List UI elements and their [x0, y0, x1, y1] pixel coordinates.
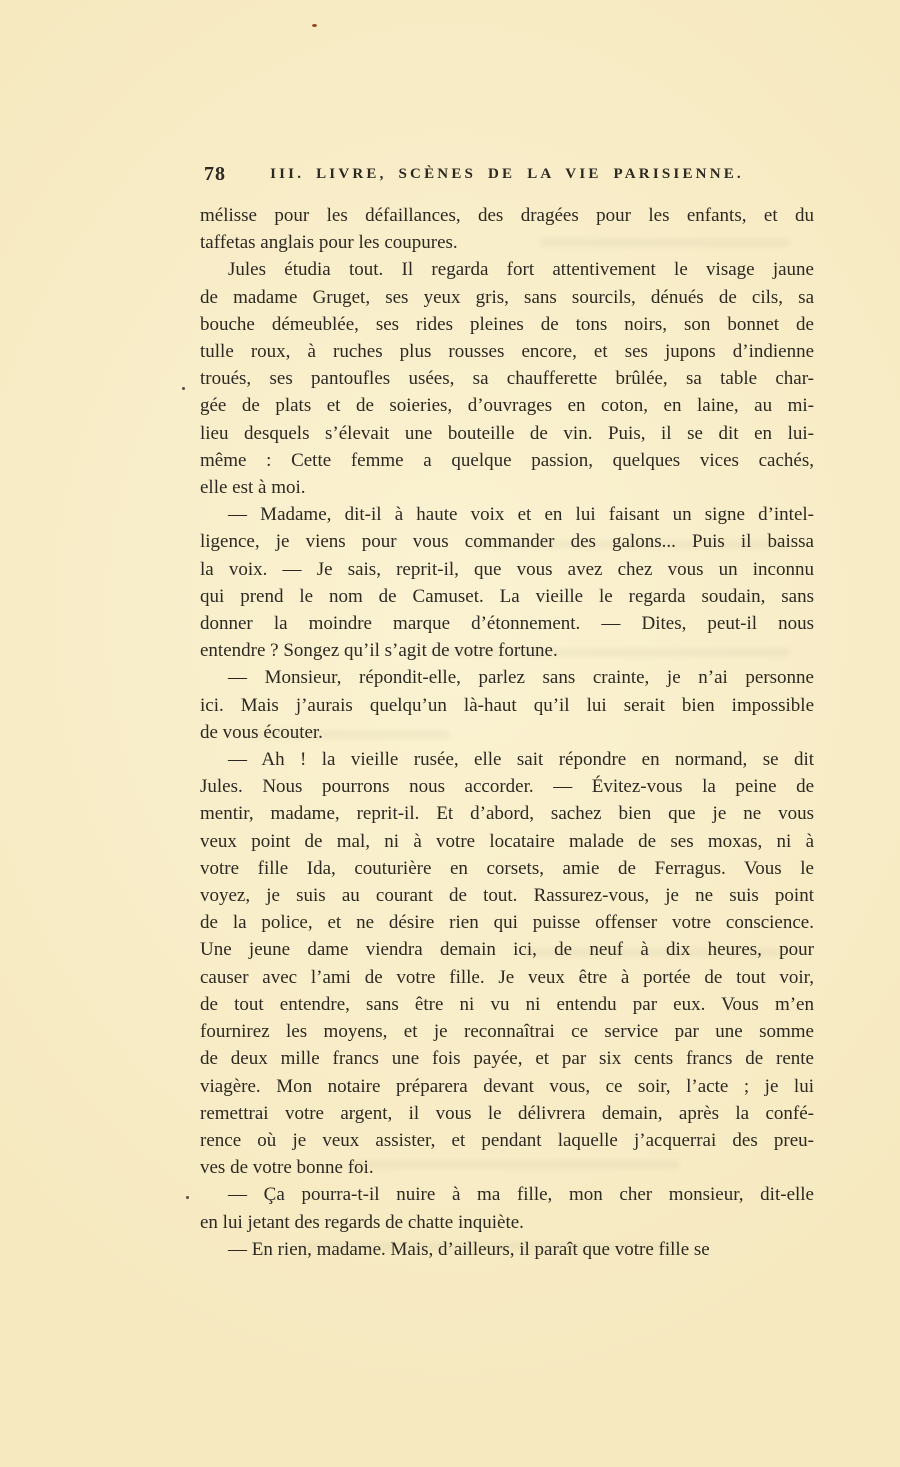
- page-number: 78: [204, 163, 226, 185]
- text-line: rence où je veux assister, et pendant laquelle j’acquerrai des preu-: [200, 1129, 814, 1151]
- running-title: III. LIVRE, SCÈNES DE LA VIE PARISIENNE.: [270, 166, 744, 182]
- text-line: de la police, et ne désire rien qui puisse offenser votre conscience.: [200, 912, 814, 934]
- text-line: de tout entendre, sans être ni vu ni entendu par eux. Vous m’en: [200, 993, 814, 1015]
- text-line: Jules étudia tout. Il regarda fort attentivement le visage jaune: [228, 259, 814, 281]
- text-line: Une jeune dame viendra demain ici, de neuf à dix heures, pour: [200, 939, 814, 961]
- text-line: gée de plats et de soieries, d’ouvrages en coton, en laine, au mi-: [200, 395, 814, 417]
- text-line: viagère. Mon notaire préparera devant vous, ce soir, l’acte ; je lui: [200, 1075, 814, 1097]
- text-line: — Monsieur, répondit-elle, parlez sans crainte, je n’ai personne: [228, 667, 814, 689]
- text-line: — Ça pourra-t-il nuire à ma fille, mon cher monsieur, dit-elle: [228, 1184, 814, 1206]
- text-line: ligence, je viens pour vous commander des galons... Puis il baissa: [200, 531, 814, 553]
- text-line: de deux mille francs une fois payée, et par six cents francs de rente: [200, 1048, 814, 1070]
- text-line: la voix. — Je sais, reprit-il, que vous avez chez vous un inconnu: [200, 558, 814, 580]
- text-line: même : Cette femme a quelque passion, quelques vices cachés,: [200, 449, 814, 471]
- text-line: troués, ses pantoufles usées, sa chaufferette brûlée, sa table char-: [200, 368, 814, 390]
- text-block: [200, 163, 814, 1263]
- text-line: elle est à moi.: [200, 477, 306, 499]
- text-line: donner la moindre marque d’étonnement. — Dites, peut-il nous: [200, 613, 814, 635]
- text-line: fournirez les moyens, et je reconnaîtrai ce service par une somme: [200, 1021, 814, 1043]
- text-line: votre fille Ida, couturière en corsets, amie de Ferragus. Vous le: [200, 857, 814, 879]
- paper-speck: [186, 1196, 189, 1199]
- text-line: mentir, madame, reprit-il. Et d’abord, sachez bien que je ne vous: [200, 803, 814, 825]
- body-text: [200, 202, 814, 1263]
- text-line: qui prend le nom de Camuset. La vieille le regarda soudain, sans: [200, 585, 814, 607]
- text-line: ici. Mais j’aurais quelqu’un là-haut qu’il lui serait bien impossible: [200, 694, 814, 716]
- text-line: voyez, je suis au courant de tout. Rassurez-vous, je ne suis point: [200, 885, 814, 907]
- text-line: veux point de mal, ni à votre locataire malade de ses moxas, ni à: [200, 830, 814, 852]
- text-line: taffetas anglais pour les coupures.: [200, 232, 458, 254]
- text-line: — Ah ! la vieille rusée, elle sait répondre en normand, se dit: [228, 749, 814, 771]
- text-line: tulle roux, à ruches plus rousses encore, et ses jupons d’indienne: [200, 341, 814, 363]
- text-line: de madame Gruget, ses yeux gris, sans sourcils, dénués de cils, sa: [200, 286, 814, 308]
- text-line: bouche démeublée, ses rides pleines de tons noirs, son bonnet de: [200, 313, 814, 335]
- text-line: causer avec l’ami de votre fille. Je veux être à portée de tout voir,: [200, 966, 814, 988]
- text-line: — En rien, madame. Mais, d’ailleurs, il paraît que votre fille se: [228, 1238, 710, 1260]
- text-line: en lui jetant des regards de chatte inquiète.: [200, 1211, 524, 1233]
- text-line: lieu desquels s’élevait une bouteille de vin. Puis, il se dit en lui-: [200, 422, 814, 444]
- text-line: — Madame, dit-il à haute voix et en lui faisant un signe d’intel-: [228, 504, 814, 526]
- text-line: mélisse pour les défaillances, des dragées pour les enfants, et du: [200, 205, 814, 226]
- page-header: [200, 163, 814, 189]
- text-line: remettrai votre argent, il vous le délivrera demain, après la confé-: [200, 1102, 814, 1124]
- text-line: ves de votre bonne foi.: [200, 1157, 374, 1179]
- paper-speck: [312, 24, 317, 27]
- text-line: de vous écouter.: [200, 721, 323, 743]
- text-line: Jules. Nous pourrons nous accorder. — Évitez-vous la peine de: [200, 776, 814, 798]
- paper-speck: [182, 387, 185, 390]
- text-line: entendre ? Songez qu’il s’agit de votre fortune.: [200, 640, 558, 662]
